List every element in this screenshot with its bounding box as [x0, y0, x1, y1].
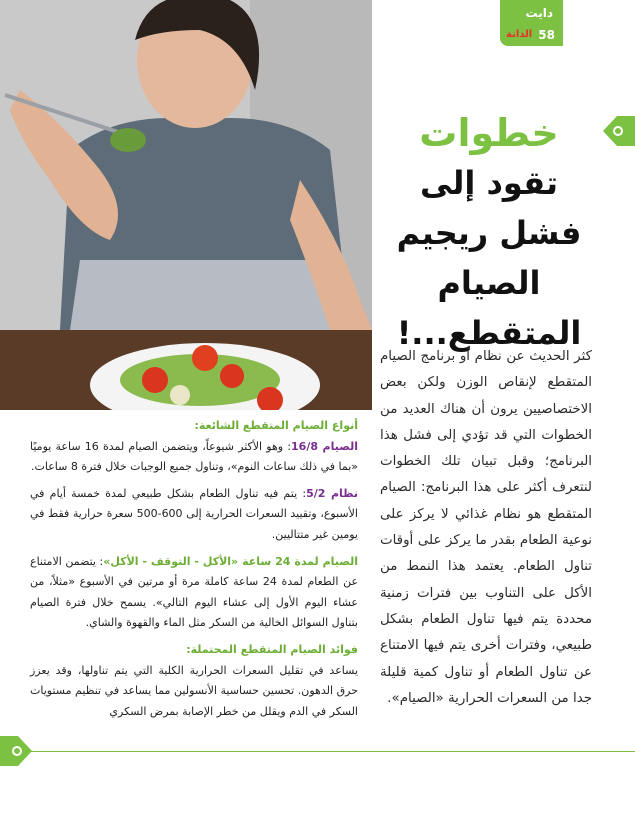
- arrow-left-icon: [603, 116, 635, 146]
- page-number: 58: [538, 28, 555, 42]
- type-item-2: [30, 484, 358, 546]
- title-line-4: الصيام: [437, 264, 541, 302]
- types-heading: أنواع الصيام المتقطع الشائعة:: [194, 419, 358, 432]
- section-label: دايت: [525, 6, 553, 20]
- title-line-3: فشل ريجيم: [396, 214, 582, 252]
- woman-eating-salad-illustration: [0, 0, 372, 410]
- benefits-heading: فوائد الصيام المتقطع المحتملة:: [186, 642, 358, 656]
- title-line-1: خطوات: [419, 111, 559, 155]
- type-item-2-text: : يتم فيه تناول الطعام بشكل طبيعي لمدة خمسة أيام في الأسبوع، وتقييد السعرات الحرارية إلى 600-500 سعرة حرارية فقط في يومين غير متتاليين.: [30, 486, 358, 541]
- type-item-1-title: الصيام 16/8: [291, 439, 358, 453]
- type-item-1: [30, 437, 358, 478]
- type-item-1-text: : وهو الأكثر شيوعاً، ويتضمن الصيام لمدة 16 ساعة يوميًا «بما في ذلك ساعات النوم»، وتناول جميع الوجبات خلال فترة 8 ساعات.: [30, 439, 358, 474]
- title-line-2: تقود إلى: [419, 164, 559, 202]
- article-photo: [0, 0, 372, 410]
- bottom-divider: [30, 751, 635, 752]
- body-column: [30, 416, 358, 728]
- title-line-5: المتقطع...!: [396, 314, 582, 352]
- type-item-3: [30, 552, 358, 634]
- type-item-2-title: نظام 5/2: [306, 486, 358, 500]
- section-tab: [500, 0, 563, 46]
- article-title: [378, 108, 600, 358]
- type-item-3-title: الصيام لمدة 24 ساعة «الأكل - التوقف - الأكل»: [103, 554, 358, 568]
- type-item-3-text: : يتضمن الامتناع عن الطعام لمدة 24 ساعة كاملة مرة أو مرتين في الأسبوع «مثلاً، من عشاء اليوم الأول إلى عشاء اليوم التالي». يسمح خلال فترة الصيام بتناول السوائل الخالية من السكر مثل الماء والقهوة والشاي.: [30, 554, 359, 630]
- benefits-text: يساعد في تقليل السعرات الحرارية الكلية التي يتم تناولها، وقد يعزز حرق الدهون. تحسين حساسية الأنسولين مما يساعد في تنظيم مستويات السكر في الدم ويقلل من خطر الإصابة بمرض السكري: [30, 663, 358, 718]
- intro-paragraph: كثر الحديث عن نظام أو برنامج الصيام المتقطع لإنقاص الوزن ولكن بعض الاختصاصيين يرون أن هناك العديد من الخطوات التي قد تؤدي إلى فشل هذا البرنامج؛ وقبل تبيان تلك الخطوات لنتعرف أكثر على هذا البرنامج: الصيام المتقطع هو نظام غذائي لا يركز على نوعية الطعام بقدر ما يركز على أوقات تناول الطعام. يعتمد هذا النمط من الأكل على التناوب بين فترات زمنية محددة يتم فيها تناول الطعام بشكل طبيعي، وفترات أخرى يتم فيها الامتناع عن تناول الطعام أو تناول كمية قليلة جدا من السعرات الحرارية «الصيام».: [380, 349, 592, 706]
- arrow-right-icon: [0, 736, 32, 766]
- magazine-logo: الدانة: [506, 29, 533, 40]
